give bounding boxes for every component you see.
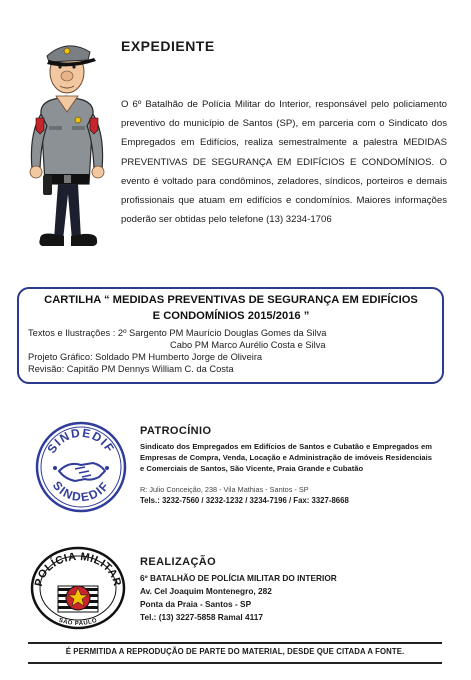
credits-second-author: Cabo PM Marco Aurélio Costa e Silva xyxy=(170,340,326,350)
expediente-title: EXPEDIENTE xyxy=(121,38,215,54)
svg-text:SINDEDIF: SINDEDIF xyxy=(44,425,118,456)
patrocinio-title: PATROCÍNIO xyxy=(140,425,212,437)
realizacao-street: Av. Cel Joaquim Montenegro, 282 xyxy=(140,586,272,596)
footer-rule-top xyxy=(28,642,442,644)
credits-graphic-design: Projeto Gráfico: Soldado PM Humberto Jorge de Oliveira xyxy=(28,352,263,362)
cartilha-title-line-2: E CONDOMÍNIOS 2015/2016 ” xyxy=(152,309,310,322)
realizacao-city: Ponta da Praia - Santos - SP xyxy=(140,599,252,609)
footer-rule-bottom xyxy=(28,662,442,664)
patrocinio-address: R: Julio Conceição, 238 - Vila Mathias - Santos - SP xyxy=(140,485,309,494)
pm-logo-subtext: SÃO PAULO xyxy=(57,617,99,628)
credits-texts-illustrations: Textos e Ilustrações : 2º Sargento PM Maurício Douglas Gomes da Silva xyxy=(28,328,327,338)
policia-militar-logo xyxy=(30,544,126,634)
credits-review: Revisão: Capitão PM Dennys William C. da Costa xyxy=(28,364,234,374)
cartilha-title xyxy=(24,293,438,324)
patrocinio-phones: Tels.: 3232-7560 / 3232-1232 / 3234-7196 / Fax: 3327-8668 xyxy=(140,496,349,505)
sindedif-logo xyxy=(35,421,127,513)
cartilha-title-line-1: CARTILHA “ MEDIDAS PREVENTIVAS DE SEGURANÇA EM EDIFÍCIOS xyxy=(44,294,418,306)
expediente-body: O 6º Batalhão de Polícia Militar do Interior, responsável pelo policiamento preventivo do município de Santos (SP), em parceria com o Sindicato dos Empregados em Edifícios, realiza semestralmente a palestra MEDIDAS PREVENTIVAS DE SEGURANÇA EM EDIFÍCIOS E CONDOMÍNIOS. O evento é voltado para condôminos, zeladores, síndicos, porteiros e demais profissionais que atuam em edifícios e condomínios. Maiores informações poderão ser obtidas pelo telefone (13) 3234-1706 xyxy=(121,99,447,226)
realizacao-title: REALIZAÇÃO xyxy=(140,556,217,568)
police-officer-illustration xyxy=(14,34,119,266)
realizacao-phone: Tel.: (13) 3227-5858 Ramal 4117 xyxy=(140,612,263,622)
patrocinio-body: Sindicato dos Empregados em Edifícios de Santos e Cubatão e Empregados em Empresas de Compra, Venda, Locação e Administração de imóveis Residenciais e Comerciais de Santos, São Vicente, Praia Grande e Cubatão xyxy=(140,442,432,474)
pm-logo-text: POLÍCIA MILITAR xyxy=(32,550,124,588)
realizacao-battalion: 6º BATALHÃO DE POLÍCIA MILITAR DO INTERIOR xyxy=(140,573,337,583)
svg-text:SINDEDIF: SINDEDIF xyxy=(49,478,113,505)
footer-notice: É PERMITIDA A REPRODUÇÃO DE PARTE DO MATERIAL, DESDE QUE CITADA A FONTE. xyxy=(65,647,405,656)
